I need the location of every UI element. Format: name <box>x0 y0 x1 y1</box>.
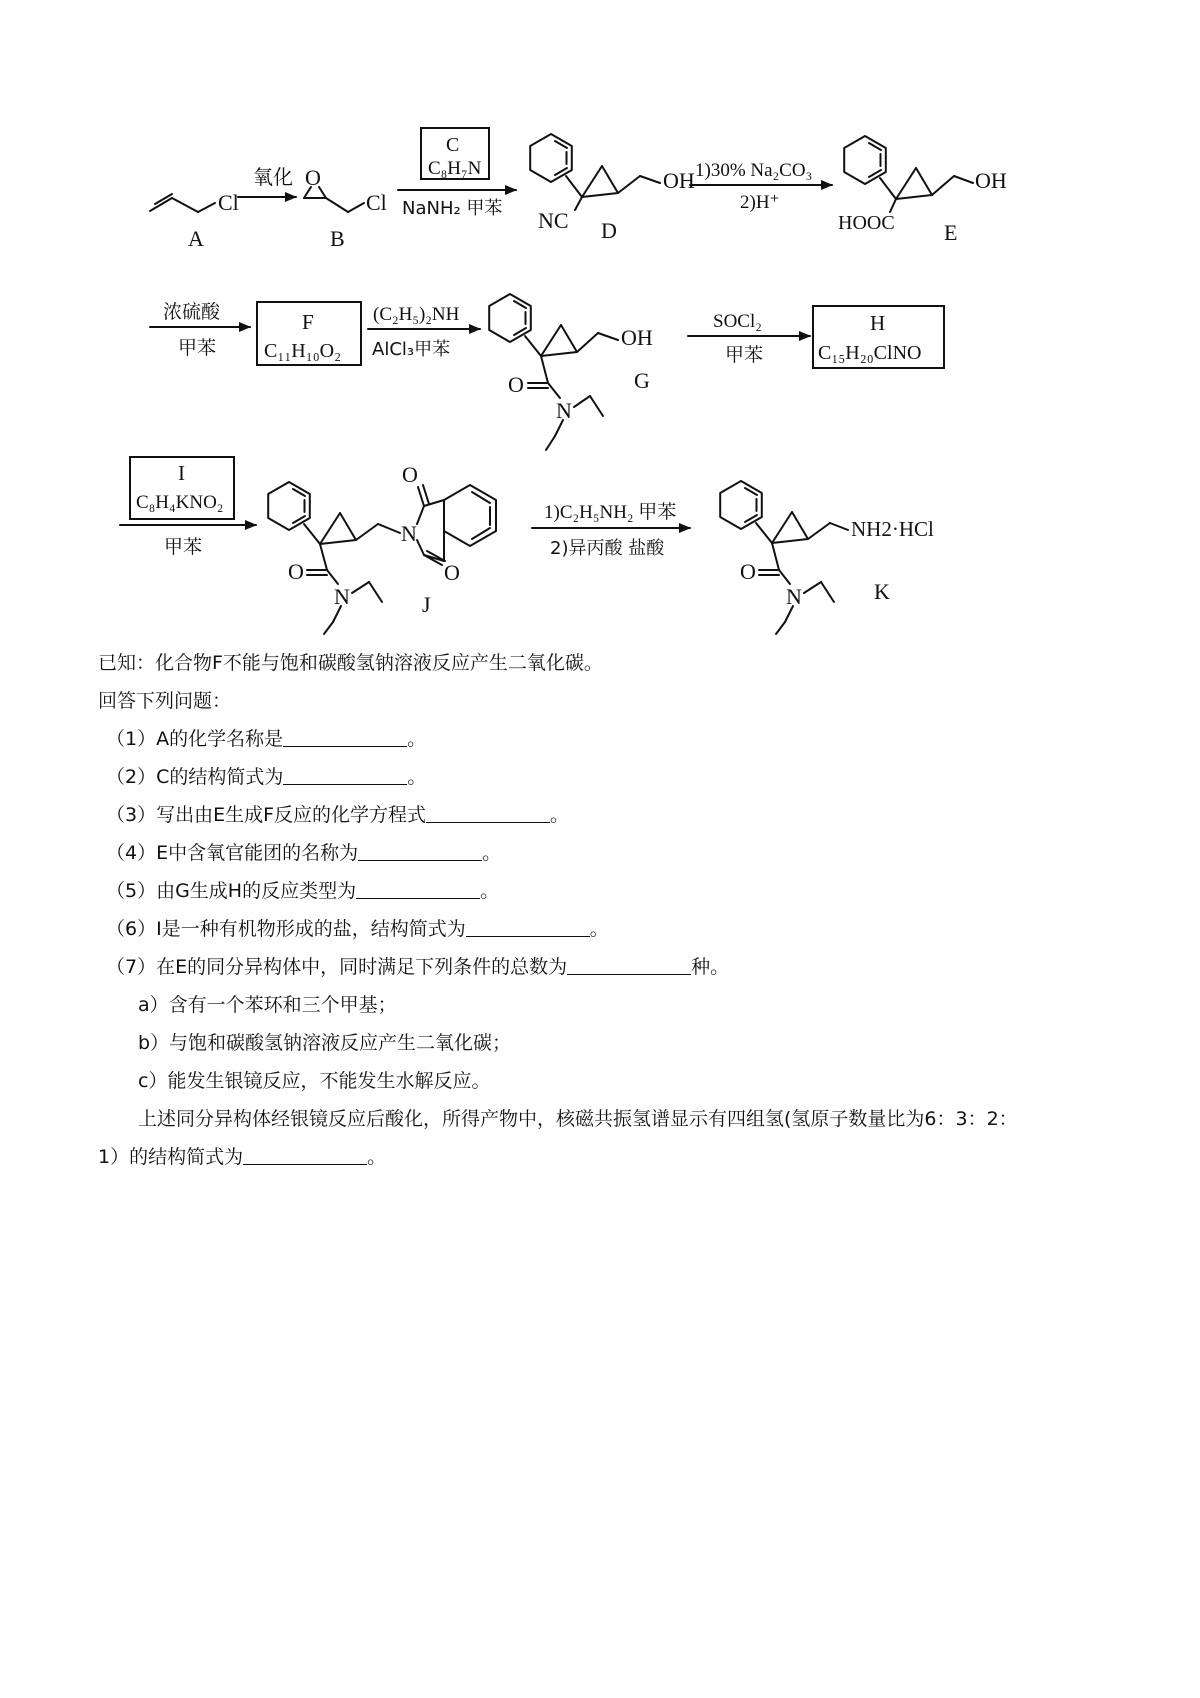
question-7 <box>98 948 1128 986</box>
hydroxyl-label: OH <box>975 168 1007 193</box>
imide-nitrogen-label: N <box>401 521 417 546</box>
answer-blank-5[interactable] <box>356 878 480 899</box>
question-3 <box>98 796 1128 834</box>
reagent-ethylamine: 1)C₂H₅NH₂ 甲苯 <box>544 502 677 523</box>
reagent-toluene: 甲苯 <box>725 344 764 366</box>
hydroxyl-label: OH <box>621 325 653 350</box>
reagent-diethylamine: (C₂H₅)₂NH <box>373 304 460 325</box>
formula-i: C₈H₄KNO₂ <box>136 492 224 513</box>
condition-b: b）与饱和碳酸氢钠溶液反应产生二氧化碳； <box>138 1032 512 1054</box>
amine-hydrochloride-label: NH2·HCl <box>851 517 934 541</box>
compound-d <box>530 134 695 243</box>
question-6 <box>98 910 1128 948</box>
question-1-text: （1）A的化学名称是 <box>106 728 284 750</box>
intro-line: 回答下列问题： <box>98 690 232 712</box>
imide-oxygen-label: O <box>402 462 418 487</box>
question-7-text: （7）在E的同分异构体中，同时满足下列条件的总数为 <box>106 956 568 978</box>
question-1 <box>98 720 1128 758</box>
label-b: B <box>330 226 345 251</box>
reagent-alcl3: AlCl₃甲苯 <box>372 339 451 360</box>
chlorine-label: Cl <box>366 190 387 215</box>
chlorine-label: Cl <box>218 190 239 215</box>
label-c: C <box>446 134 460 156</box>
question-4-end: 。 <box>482 842 502 864</box>
reagent-toluene: 甲苯 <box>164 536 203 558</box>
label-h: H <box>870 311 886 335</box>
question-2 <box>98 758 1128 796</box>
label-j: J <box>422 592 431 617</box>
formula-f: C₁₁H₁₀O₂ <box>264 340 342 362</box>
question-6-end: 。 <box>589 918 609 940</box>
question-7-followup-end: 。 <box>367 1146 387 1168</box>
known-condition: 已知：化合物F不能与饱和碳酸氢钠溶液反应产生二氧化碳。 <box>98 652 603 674</box>
label-k: K <box>874 579 890 604</box>
reagent-oxidation: 氧化 <box>253 165 293 189</box>
question-7-followup <box>98 1100 1128 1138</box>
compound-k <box>720 481 934 634</box>
compound-b <box>304 165 387 251</box>
reagent-nanh2: NaNH₂ 甲苯 <box>402 198 503 219</box>
reagent-socl2: SOCl₂ <box>713 311 762 332</box>
answer-blank-4[interactable] <box>358 840 482 861</box>
carbonyl-oxygen-label: O <box>508 372 524 397</box>
carbonyl-oxygen-label: O <box>288 559 304 584</box>
question-7-followup-text: 上述同分异构体经银镜反应后酸化，所得产物中，核磁共振氢谱显示有四组氢(氢原子数量比为6：3：2： <box>138 1108 1018 1130</box>
reagent-sulfuric-acid: 浓硫酸 <box>163 301 221 323</box>
formula-c: C₈H₇N <box>428 158 482 179</box>
nitrogen-label: N <box>786 584 802 609</box>
reagent-acid: 2)H⁺ <box>740 192 780 213</box>
compound-e <box>838 136 1007 245</box>
question-7-end: 种。 <box>691 956 730 978</box>
question-2-end: 。 <box>407 766 427 788</box>
question-text <box>98 644 1128 1176</box>
question-3-end: 。 <box>550 804 570 826</box>
answer-blank-7[interactable] <box>567 954 691 975</box>
question-5-end: 。 <box>480 880 500 902</box>
nitrile-label: NC <box>538 208 569 233</box>
answer-blank-2[interactable] <box>283 764 407 785</box>
compound-g <box>489 294 653 450</box>
answer-blank-1[interactable] <box>283 726 407 747</box>
question-3-text: （3）写出由E生成F反应的化学方程式 <box>106 804 427 826</box>
question-4-text: （4）E中含氧官能团的名称为 <box>106 842 359 864</box>
answer-blank-3[interactable] <box>426 802 550 823</box>
label-d: D <box>601 218 617 243</box>
oxygen-label: O <box>305 165 321 190</box>
question-7-followup-2 <box>98 1138 1128 1176</box>
question-6-text: （6）I是一种有机物形成的盐，结构简式为 <box>106 918 466 940</box>
compound-a <box>150 190 239 251</box>
nitrogen-label: N <box>334 584 350 609</box>
question-7-followup-text-2: 1）的结构简式为 <box>98 1146 244 1168</box>
hydroxyl-label: OH <box>663 168 695 193</box>
reagent-toluene: 甲苯 <box>178 337 217 359</box>
question-4 <box>98 834 1128 872</box>
compound-j <box>268 462 496 634</box>
reaction-scheme <box>0 0 1200 640</box>
formula-h: C₁₅H₂₀ClNO <box>818 342 922 364</box>
question-5-text: （5）由G生成H的反应类型为 <box>106 880 357 902</box>
condition-c: c）能发生银镜反应，不能发生水解反应。 <box>138 1070 491 1092</box>
imide-oxygen-label: O <box>444 560 460 585</box>
label-a: A <box>188 226 204 251</box>
carboxyl-label: HOOC <box>838 212 895 234</box>
answer-blank-8[interactable] <box>243 1144 367 1165</box>
label-g: G <box>634 368 650 393</box>
answer-blank-6[interactable] <box>466 916 590 937</box>
reagent-na2co3: 1)30% Na₂CO₃ <box>695 160 813 181</box>
label-f: F <box>302 310 314 334</box>
label-i: I <box>178 461 185 485</box>
nitrogen-label: N <box>556 398 572 423</box>
question-1-end: 。 <box>407 728 427 750</box>
carbonyl-oxygen-label: O <box>740 559 756 584</box>
label-e: E <box>944 220 958 245</box>
condition-a: a）含有一个苯环和三个甲基； <box>138 994 397 1016</box>
question-5 <box>98 872 1128 910</box>
reagent-hcl: 2)异丙酸 盐酸 <box>550 538 665 559</box>
question-2-text: （2）C的结构简式为 <box>106 766 284 788</box>
